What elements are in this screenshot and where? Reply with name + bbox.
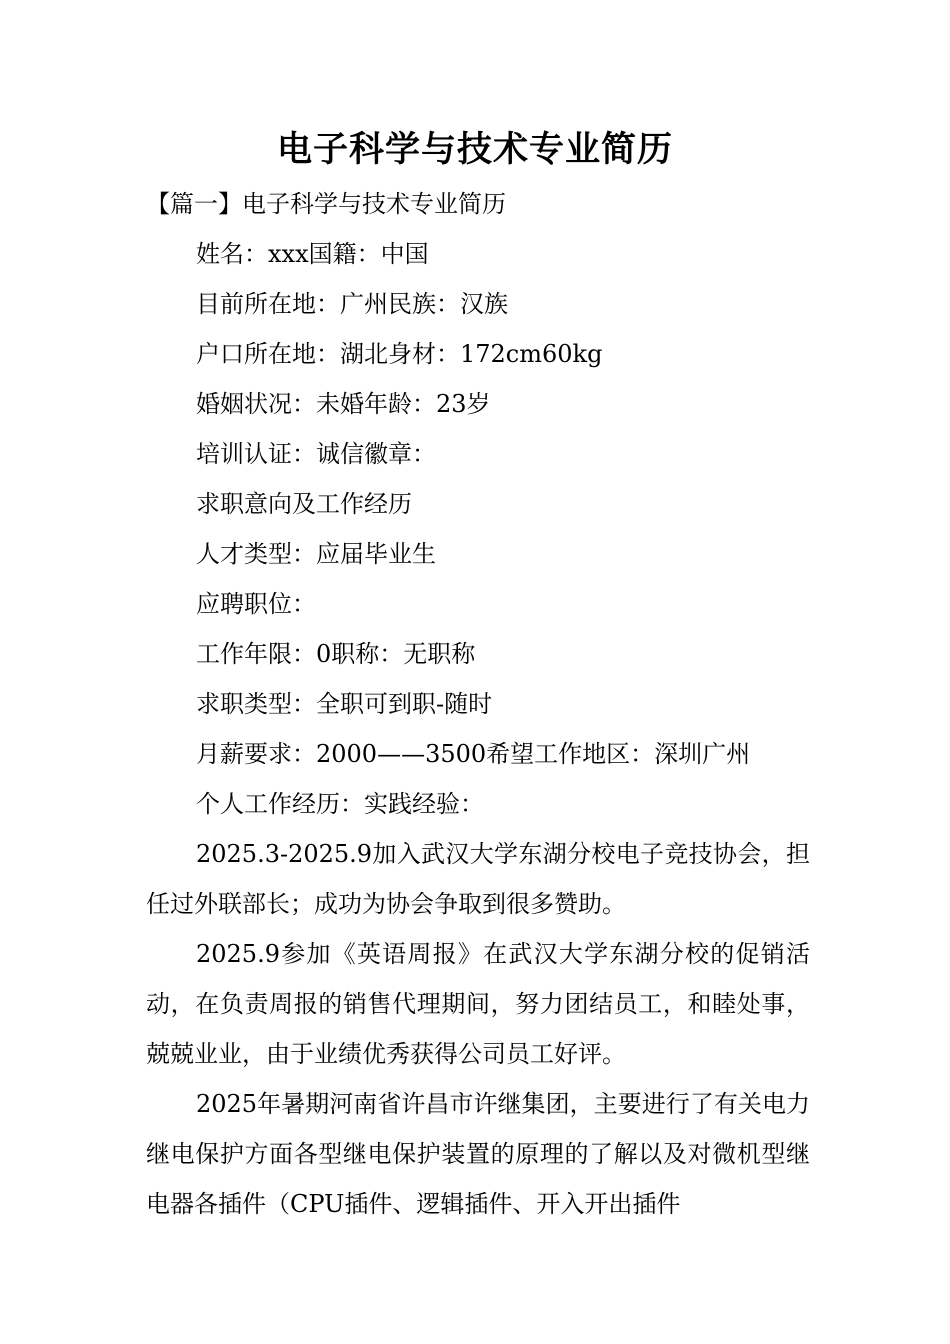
paragraph-xuji-group: 2025年暑期河南省许昌市许继集团，主要进行了有关电力继电保护方面各型继电保护装置的原理的了解以及对微机型继电器各插件（CPU插件、逻辑插件、开入开出插件 xyxy=(146,1090,810,1218)
info-line-location: 目前所在地：广州民族：汉族 xyxy=(196,290,508,318)
info-line-position: 应聘职位： xyxy=(196,590,316,618)
info-line-salary: 月薪要求：2000——3500希望工作地区：深圳广州 xyxy=(196,740,751,768)
document-body xyxy=(146,179,810,1229)
info-line-work-history: 个人工作经历：实践经验： xyxy=(196,790,484,818)
paragraph-english-weekly: 2025.9参加《英语周报》在武汉大学东湖分校的促销活动，在负责周报的销售代理期间，努力团结员工，和睦处事，兢兢业业，由于业绩优秀获得公司员工好评。 xyxy=(146,940,810,1068)
paragraph-esports-association: 2025.3-2025.9加入武汉大学东湖分校电子竞技协会，担任过外联部长；成功为协会争取到很多赞助。 xyxy=(146,840,810,918)
info-line-certification: 培训认证：诚信徽章： xyxy=(196,440,436,468)
document-title: 电子科学与技术专业简历 xyxy=(276,129,673,170)
info-line-marital: 婚姻状况：未婚年龄：23岁 xyxy=(196,390,491,418)
info-line-intention: 求职意向及工作经历 xyxy=(196,490,412,518)
info-line-hukou: 户口所在地：湖北身材：172cm60kg xyxy=(196,340,603,368)
info-line-experience-years: 工作年限：0职称：无职称 xyxy=(196,640,476,668)
info-line-name: 姓名：xxx国籍：中国 xyxy=(196,240,429,268)
info-line-job-type: 求职类型：全职可到职-随时 xyxy=(196,690,493,718)
section-heading: 【篇一】电子科学与技术专业简历 xyxy=(146,190,506,218)
info-line-talent-type: 人才类型：应届毕业生 xyxy=(196,540,436,568)
